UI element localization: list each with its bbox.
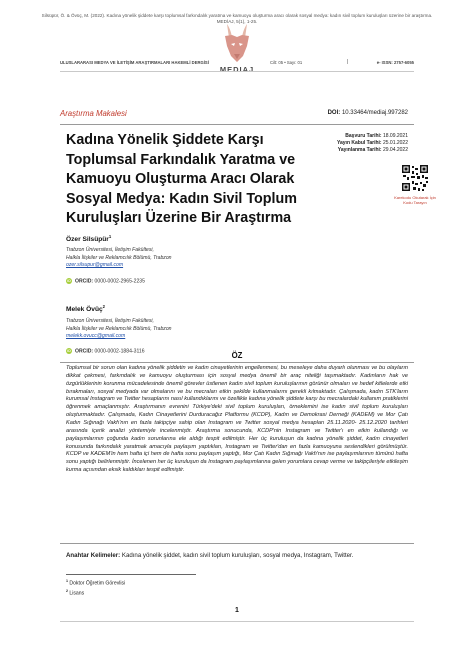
orcid-icon: iD (67, 349, 71, 353)
footnote-text: Doktor Öğretim Görevlisi (69, 580, 126, 587)
orcid-value: 0000-0002-1884-3116 (94, 348, 145, 355)
qr-caption: Karekodu Okutarak İçin Kodu Tarayın (394, 195, 436, 205)
abstract-heading: ÖZ (231, 351, 243, 360)
date-row-accepted (278, 140, 408, 147)
keywords-label: Anahtar Kelimeler: (66, 552, 121, 559)
author-1-email-link[interactable]: ozer.silsupur@gmail.com (66, 262, 124, 269)
author-2-name (66, 304, 105, 313)
date-row-published (278, 147, 408, 154)
author-2-email-link[interactable]: melekk.ovucc@gmail.com (66, 333, 126, 340)
affiliation-line: Halkla İlişkiler ve Reklamcılık Bölümü, Trabzon (66, 254, 172, 261)
author-1-affiliation (66, 247, 172, 270)
journal-bar (60, 57, 414, 69)
author-name-text: Melek Övüç (66, 306, 103, 314)
author-1-name (66, 234, 111, 243)
article-dates (278, 133, 408, 154)
journal-separator: | (347, 59, 349, 65)
doi (328, 110, 408, 116)
date-label: Yayınlanma Tarihi: (337, 147, 382, 153)
orcid-value: 0000-0002-2965-2235 (94, 278, 145, 285)
keywords-list: Kadına yönelik şiddet, kadın sivil toplum kuruluşları, sosyal medya, Instagram, Twitter. (121, 552, 354, 559)
page-number: 1 (235, 607, 239, 614)
orcid-label: ORCID: (75, 278, 94, 285)
date-row-submitted (278, 133, 408, 140)
author-1-orcid[interactable] (66, 278, 145, 284)
keywords (66, 552, 416, 559)
author-2-affiliation (66, 318, 172, 341)
journal-logo-text: MEDIAJ (219, 65, 255, 74)
author-name-text: Özer Silsüpür (66, 236, 109, 244)
author-footnote-mark: 2 (102, 304, 105, 309)
journal-issue: Cilt: 05 • Sayı: 01 (270, 60, 303, 65)
footnote-text: Lisans (69, 590, 85, 597)
article-type: Araştırma Makalesi (60, 109, 127, 118)
orcid-label: ORCID: (75, 348, 94, 355)
date-value: 18.09.2021 (382, 133, 408, 139)
journal-name: ULUSLARARASI MEDYA VE İLETİŞİM ARAŞTIRMALARI HAKEMLİ DERGİSİ (60, 60, 209, 65)
qr-code-icon[interactable] (401, 164, 429, 192)
date-label: Başvuru Tarihi: (345, 133, 382, 139)
date-value: 25.01.2022 (382, 140, 408, 146)
header-divider (60, 71, 414, 72)
affiliation-line: Trabzon Üniversitesi, İletişim Fakültesi, (66, 247, 154, 253)
footnote-1 (66, 579, 125, 587)
abstract-divider-bottom (60, 543, 414, 544)
affiliation-line: Trabzon Üniversitesi, İletişim Fakültesi, (66, 318, 154, 324)
doi-value[interactable]: 10.33464/mediaj.997282 (341, 110, 408, 116)
footer-divider (60, 621, 414, 622)
abstract-divider-top (60, 362, 414, 363)
orcid-icon: iD (67, 279, 71, 283)
date-value: 29.04.2022 (382, 147, 408, 153)
date-label: Yayın Kabul Tarihi: (336, 140, 382, 146)
article-title: Kadına Yönelik Şiddete Karşı Toplumsal Farkındalık Yaratma ve Kamuoyu Oluşturma Aracı Olarak Sosyal Medya: Kadın Sivil Toplum Kuruluşları Üzerine Bir Araştırma (66, 132, 297, 227)
footnote-mark: 2 (66, 589, 68, 593)
footnote-divider (66, 574, 196, 575)
journal-issn: e- ISSN: 2757-6055 (376, 60, 414, 65)
footnote-2 (66, 589, 84, 597)
footnote-mark: 1 (66, 579, 68, 583)
affiliation-line: Halkla İlişkiler ve Reklamcılık Bölümü, Trabzon (66, 325, 172, 332)
journal-logo (212, 20, 262, 78)
abstract-body: Toplumsal bir sorun olan kadına yönelik şiddetin ve kadın cinayetlerinin engellenmesi, bu meseleye daha duyarlı olunması ve bu olayların dikkat çekmesi, farkındalık ve kamuoyu oluşturması için sosyal medya önemli bir araç niteliği taşımaktadır. Kadınların hak ve özgürlüklerinin korunma mücadelesinde önemli görevler üstlenen kadın sivil toplum kuruluşlarının görünür olmaları ve hedef kitlelerde etki bırakmaları, sosyal medyada var olmalarını ve bu mecraları etkin şekilde kullanmalarını gerekli kılmaktadır. Çalışmada, kadın STK'ların kurumsal Instagram ve Twitter hesaplarını nasıl kullandıklarını ve özellikle kadına yönelik şiddete karşı bu mecralardaki kullanım pratiklerini öğrenmek amaçlanmıştır. Araştırmanın evrenini Türkiye'deki sivil toplum kuruluşları, örneklemini ise kadın sivil toplum kuruluşları oluşturmaktadır. Çalışmada, Kadın Cinayetlerini Durduracağız Platformu (KCDP), Kadın ve Demokrasi Derneği (KADEM) ve Mor Çatı Kadın Sığınağı Vakfı'nın en fazla takipçiye sahip olan Instagram ve Twitter sosyal medya hesapları 25.11.2020- 25.12.2020 tarihleri arasında içerik analizi yöntemiyle incelenmiştir. Araştırma sonucunda, KCDP'nin Instagram ve Twitter'ı en etkin kullandığı ve paylaşımlarının çoğunda kadın sorunlarına ele aldığı tespit edilmiştir. Her üç kuruluşun da kadına yönelik şiddet, kadın cinayetleri konusunda farkındalık yaratmak amacıyla paylaşım yaptıkları, Instagram ve Twitter'dan en fazla kamuoyuna seslendikleri görülmüştür. KCDP ve KADEM'in hem hafta içi hem de hafta sonu paylaşım yaptığı, Mor Çatı Kadın Sığınağı Vakfı'nın ise paylaşımlarının tümünü hafta sonu yaptığı belirlenmiştir. İncelenen her üç kuruluşun da Instagram paylaşımlarına gelen yorumlara cevap verme ve takipçileriyle etkileşim kurma açısından eksik kaldıkları tespit edilmiştir. (66, 365, 408, 474)
author-footnote-mark: 1 (108, 234, 112, 239)
title-divider (60, 124, 414, 125)
citation-header: Silsüpür, Ö. & Övüç, M. (2022). Kadına yönelik şiddete karşı toplumsal farkındalık yaratma ve kamuoyu oluşturma aracı olarak sosyal medya: kadın sivil toplum kuruluşları üzerine bir araştırma. MEDİAJ, 5(1), 1-25. (41, 13, 433, 24)
doi-label: DOI: (327, 110, 341, 116)
